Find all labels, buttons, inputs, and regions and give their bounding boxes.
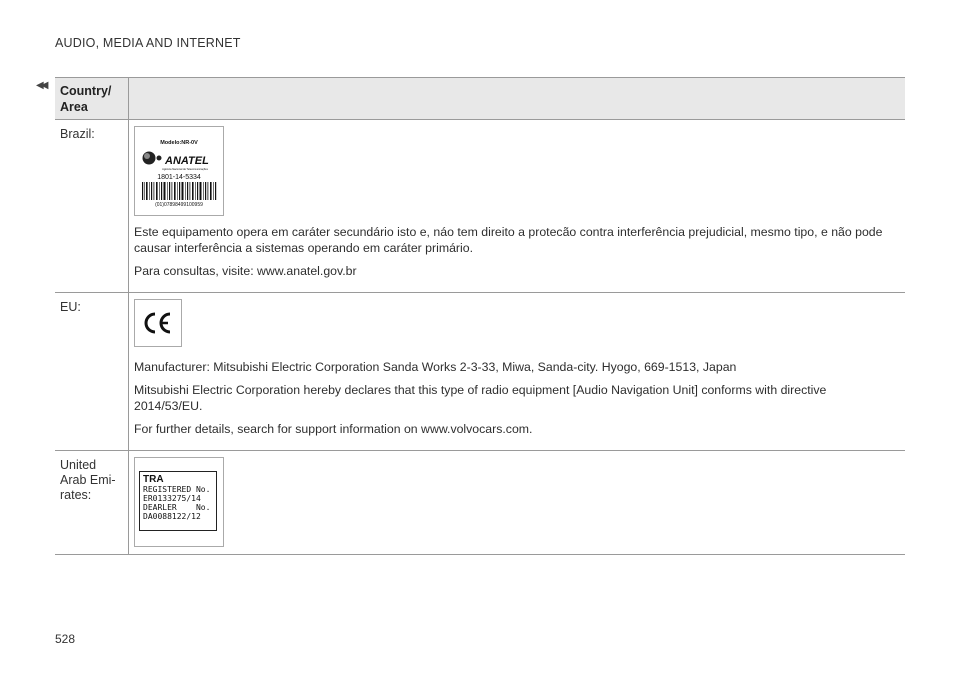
brazil-paragraph-2: Para consultas, visite: www.anatel.gov.br (134, 264, 357, 278)
tra-dealer-label: DEARLER No. (143, 503, 211, 512)
country-table (55, 77, 905, 555)
column-header-country: Country/ Area (60, 84, 112, 114)
eu-paragraph-1: Manufacturer: Mitsubishi Electric Corporation Sanda Works 2-3-33, Miwa, Sanda-city. Hyogo, 669-1513, Japan (134, 360, 737, 374)
table-header (55, 77, 905, 120)
tra-dealer-number: DA0088122/12 (143, 512, 201, 521)
anatel-barcode-number: (01)07898499100959 (155, 202, 203, 208)
anatel-certification-label (134, 126, 224, 216)
eu-paragraph-3: For further details, search for support information on www.volvocars.com. (134, 422, 533, 436)
tra-title: TRA (143, 474, 164, 485)
section-title: AUDIO, MEDIA AND INTERNET (55, 36, 241, 50)
anatel-code-text: 1801-14-5334 (157, 174, 201, 181)
row-label-uae: United Arab Emi-rates: (60, 458, 116, 502)
tra-registered-number: ER0133275/14 (143, 494, 201, 503)
row-label-brazil: Brazil: (60, 127, 95, 141)
anatel-model-text: Modelo:NR-0V (160, 140, 198, 146)
ce-mark-label (134, 299, 182, 347)
brazil-paragraph-1: Este equipamento opera em caráter secundário isto e, náo tem direito a protecão contra interferência prejudicial, mesmo tipo, e não pode causar interferência a sistemas operando em caráter primário. (134, 225, 883, 255)
anatel-logo-icon (135, 127, 223, 215)
anatel-brand-text: ANATEL (165, 155, 209, 167)
tra-registered-label: REGISTERED No. (143, 485, 211, 494)
anatel-agency-text: Agência Nacional de Telecomunicações (162, 168, 208, 171)
double-chevron-left-icon[interactable]: ◀◀ (36, 80, 46, 91)
table-row-uae (55, 451, 905, 555)
table-row-brazil (55, 120, 905, 293)
page-number: 528 (55, 632, 76, 646)
ce-mark-icon (135, 300, 181, 346)
row-label-eu: EU: (60, 300, 81, 314)
eu-paragraph-2: Mitsubishi Electric Corporation hereby declares that this type of radio equipment [Audio Navigation Unit] conforms with directive 2014/53/EU. (134, 383, 827, 413)
table-row-eu (55, 293, 905, 451)
tra-registration-label (134, 457, 224, 547)
